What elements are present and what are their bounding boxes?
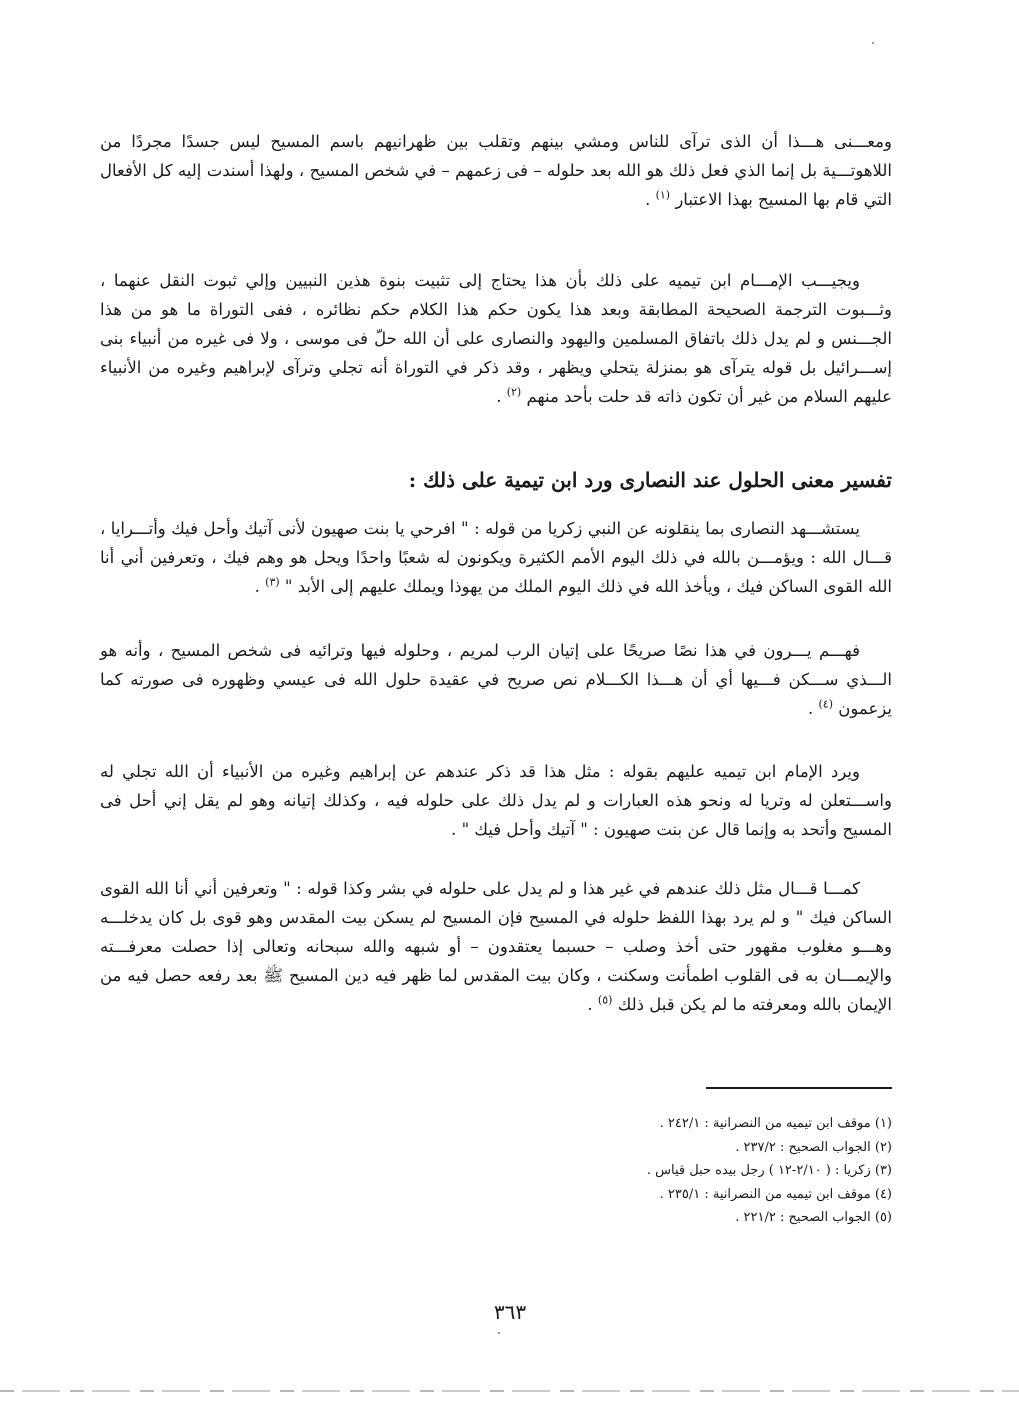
footnote-ref-3: (٣) <box>265 575 280 589</box>
paragraph-6 <box>100 874 892 1019</box>
punctuation: . <box>496 387 507 406</box>
punctuation: . <box>587 995 598 1014</box>
footnote-1: (١) موقف ابن تيميه من النصرانية : ٢٤٢/١ . <box>659 1116 892 1131</box>
footnote-5: (٥) الجواب الصحيح : ٢٢١/٢ . <box>735 1210 892 1225</box>
paragraph-2-text: ويجيـــب الإمـــام ابن تيميه على ذلك بأن هذا يحتاج إلى تثبيت بنوة هذين النبيين وإلي ثبوت النقل عنهما ، وثـــبوت الترجمة الصحيحة المطابقة وبعد هذا يكون حكم هذا الكلام حكم نظائره ، ففى التوراة ما هو من هذا الجـــنس و لم يدل ذلك باتفاق المسلمين واليهود والنصارى على أن الله حلّ فى موسى ، ولا فى غيره من أنبياء بنى إســـرائيل بل قوله يترآى هو بمنزلة يتحلي ويظهر ، وقد ذكر في التوراة أنه تجلي وترآى لإبراهيم وغيره من الأنبياء عليهم السلام من غير أن تكون ذاته قد حلت بأحد منهم <box>100 271 892 406</box>
paragraph-1-text: ومعـــنى هـــذا أن الذى ترآى للناس ومشي بينهم وتقلب بين ظهرانيهم باسم المسيح ليس جسدًا مجردًا من اللاهوتـــية بل إنما الذي فعل ذلك هو الله بعد حلوله – فى زعمهم – في شخص المسيح ، ولهذا أسندت إليه كل الأفعال التي قام بها المسيح بهذا الاعتبار <box>100 132 892 209</box>
page-number: ٣٦٣ <box>493 1300 527 1324</box>
paragraph-2 <box>100 266 892 411</box>
footnote-4: (٤) موقف ابن تيميه من النصرانية : ٢٣٥/١ . <box>659 1186 892 1202</box>
punctuation: . <box>254 577 266 596</box>
section-heading: تفسير معنى الحلول عند النصارى ورد ابن تيمية على ذلك : <box>408 468 892 492</box>
scan-speck <box>498 1332 500 1334</box>
paragraph-6-text: كمـــا قـــال مثل ذلك عندهم في غير هذا و لم يدل على حلوله في بشر وكذا قوله : " وتعرفين أني أنا الله القوى الساكن فيك " و لم يرد بهذا اللفظ حلوله في المسيح فإن المسيح لم يسكن بيت المقدس وهو قوى بل كان يدخلـــه وهـــو مغلوب مقهور حتى أخذ وصلب – حسبما يعتقدون – أو شبهه والله سبحانه وتعالى إذا حصلت معرفـــته والإيمـــان به فى القلوب اطمأنت وسكنت ، وكان بيت المقدس لما ظهر فيه دين المسيح ﷺ بعد رفعه حصل فيه من الإيمان بالله ومعرفته ما لم يكن قبل ذلك <box>100 879 892 1014</box>
scan-speck <box>872 42 874 44</box>
footnote-ref-1: (١) <box>655 188 671 202</box>
footnote-ref-5: (٥) <box>597 993 613 1007</box>
footnote-ref-4: (٤) <box>818 697 834 711</box>
paragraph-3 <box>100 514 892 601</box>
paragraph-5-text: ويرد الإمام ابن تيميه عليهم بقوله : مثل هذا قد ذكر عندهم عن إبراهيم وغيره من الأنبياء أن الله تجلي له واســـتعلن له وتريا له ونحو هذه العبارات و لم يدل ذلك على حلوله فيه ، وكذلك إتيانه وهو لم يقل إني أحل فى المسيح وأتحد به وإنما قال عن بنت صهيون : " آتيك وأحل فيك " . <box>100 762 892 839</box>
punctuation: . <box>808 699 819 718</box>
footnote-3: (٣) زكريا : ( ٢/١٠-١٢ ) رجل بيده حبل قياس . <box>646 1163 892 1178</box>
footnotes <box>492 1112 892 1230</box>
footnote-divider <box>706 1087 892 1089</box>
paragraph-1 <box>100 127 892 214</box>
paragraph-4 <box>100 636 892 723</box>
footnote-ref-2: (٢) <box>506 385 522 399</box>
paragraph-3-text: يستشـــهد النصارى بما ينقلونه عن النبي زكريا من قوله : " افرحي يا بنت صهيون لأنى آتيك وأحل فيك وأتـــرايا ، قـــال الله : ويؤمـــن بالله في ذلك اليوم الأمم الكثيرة ويكونون له شعبًا واحدًا ويحل هو وهم فيك ، وتعرفين أني أنا الله القوى الساكن فيك ، ويأخذ الله في ذلك اليوم الملك من يهوذا ويملك عليهم إلى الأبد " <box>100 519 892 596</box>
paragraph-4-text: فهـــم يـــرون في هذا نصًا صريحًا على إتيان الرب لمريم ، وحلوله فيها وترائيه فى شخص المسيح ، وأنه هو الـــذي ســـكن فـــيها أي أن هـــذا الكـــلام نص صريح في عقيدة حلول الله فى عيسي وظهوره فى صورته كما يزعمون <box>100 641 892 718</box>
scan-edge <box>0 1390 1019 1392</box>
footnote-2: (٢) الجواب الصحيح : ٢٣٧/٢ . <box>735 1139 892 1155</box>
paragraph-5 <box>100 757 892 844</box>
punctuation: . <box>645 190 656 209</box>
